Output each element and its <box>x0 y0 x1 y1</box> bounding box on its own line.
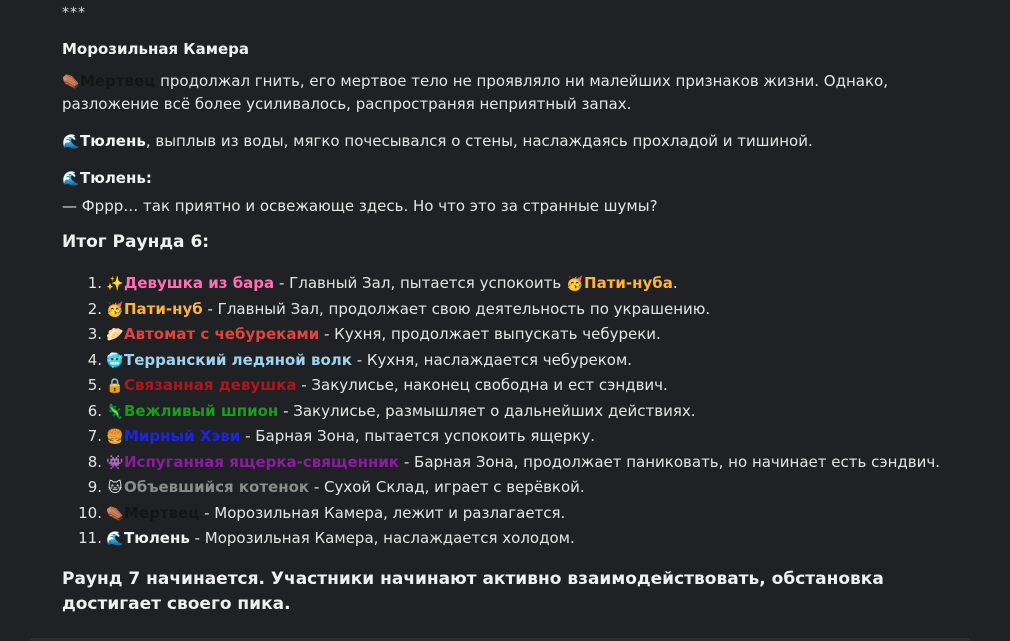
character-name: Мертвец <box>80 72 156 90</box>
list-item <box>62 475 940 501</box>
list-item <box>62 526 940 552</box>
item-number: 10. <box>78 503 102 522</box>
item-text: - Кухня, продолжает выпускать чебуреки. <box>319 325 661 343</box>
item-text: - Барная Зона, продолжает паниковать, но начинает есть сэндвич. <box>399 452 940 471</box>
character-name: Пати-нуба <box>584 274 673 292</box>
item-text: - Морозильная Камера, лежит и разлагается. <box>199 503 566 522</box>
burger-icon: 🍔 <box>106 429 124 445</box>
lizard-icon: 🦎 <box>106 403 124 420</box>
list-item <box>62 271 940 297</box>
party-face-icon: 🥳 <box>106 301 124 318</box>
character-name: Пати-нуб <box>124 299 203 318</box>
final-paragraph: Раунд 7 начинается. Участники начинают активно взаимодействовать, обстановка достигает своего пика. <box>62 569 884 614</box>
item-number: 5. <box>87 376 102 394</box>
list-item <box>62 501 940 527</box>
wave-icon: 🌊 <box>62 134 80 150</box>
item-number: 11. <box>78 529 102 547</box>
results-list <box>62 271 940 552</box>
character-name: Объевшийся котенок <box>124 478 310 496</box>
item-text: - Закулисье, наконец свободна и ест сэндвич. <box>296 376 668 394</box>
item-text: - Главный Зал, продолжает свою деятельность по украшению. <box>202 299 711 318</box>
list-item <box>62 348 940 374</box>
character-name: Девушка из бара <box>124 274 275 292</box>
list-item <box>62 399 940 425</box>
item-text: - Барная Зона, пытается успокоить ящерку. <box>240 427 596 445</box>
dialogue-line: — Фррр… так приятно и освежающе здесь. Но что это за странные шумы? <box>62 197 658 215</box>
character-name: Мирный Хэви <box>124 427 241 445</box>
wave-icon: 🌊 <box>106 531 124 547</box>
paragraph-text: , выплыв из воды, мягко почесывался о стены, наслаждаясь прохладой и тишиной. <box>145 132 813 150</box>
item-text: - Кухня, наслаждается чебуреком. <box>351 350 633 369</box>
list-item <box>62 373 940 399</box>
coffin-icon: ⚰️ <box>62 74 80 90</box>
alien-monster-icon: 👾 <box>106 454 124 471</box>
paragraph-text: продолжал гнить, его мертвое тело не проявляло ни малейших признаков жизни. Однако, разложение всё более усиливалось, распространяя неприятный запах. <box>62 72 888 113</box>
character-name: Связанная девушка <box>124 376 297 394</box>
speaker-name: Тюлень: <box>80 169 152 187</box>
lock-icon: 🔒 <box>106 378 124 394</box>
item-number: 7. <box>87 427 102 445</box>
item-tail: . <box>672 274 678 292</box>
character-name: Тюлень <box>124 529 190 547</box>
list-item <box>62 322 940 348</box>
cat-face-icon: 🐱 <box>107 480 123 496</box>
item-text: - Главный Зал, пытается успокоить <box>274 274 567 292</box>
item-text: - Сухой Склад, играет с верёвкой. <box>309 478 585 496</box>
character-name: Терранский ледяной волк <box>124 350 352 369</box>
character-name: Испуганная ящерка-священник <box>124 452 400 471</box>
character-name: Вежливый шпион <box>124 401 279 420</box>
location-heading: Морозильная Камера <box>62 40 249 58</box>
coffin-icon: ⚰️ <box>106 505 124 522</box>
cold-face-icon: 🥶 <box>106 352 124 369</box>
dumpling-icon: 🥟 <box>106 327 124 343</box>
sparkles-icon: ✨ <box>106 276 124 292</box>
item-number: 6. <box>87 401 102 420</box>
list-item <box>62 450 940 476</box>
character-name: Мертвец <box>124 503 200 522</box>
list-item <box>62 424 940 450</box>
paragraph-dead <box>62 70 962 115</box>
paragraph-seal <box>62 130 962 153</box>
item-text: - Закулисье, размышляет о дальнейших действиях. <box>278 401 696 420</box>
character-name: Тюлень <box>80 132 146 150</box>
item-number: 8. <box>87 452 102 471</box>
party-face-icon: 🥳 <box>566 276 584 292</box>
item-number: 4. <box>87 350 102 369</box>
wave-icon: 🌊 <box>62 171 80 187</box>
separator: *** <box>62 5 86 21</box>
character-name: Автомат с чебуреками <box>124 325 320 343</box>
speaker-line <box>62 167 962 190</box>
item-number: 2. <box>87 299 102 318</box>
results-title: Итог Раунда 6: <box>62 232 210 252</box>
item-number: 1. <box>87 274 102 292</box>
item-text: - Морозильная Камера, наслаждается холодом. <box>189 529 575 547</box>
list-item <box>62 297 940 323</box>
item-number: 3. <box>87 325 102 343</box>
item-number: 9. <box>87 478 102 496</box>
